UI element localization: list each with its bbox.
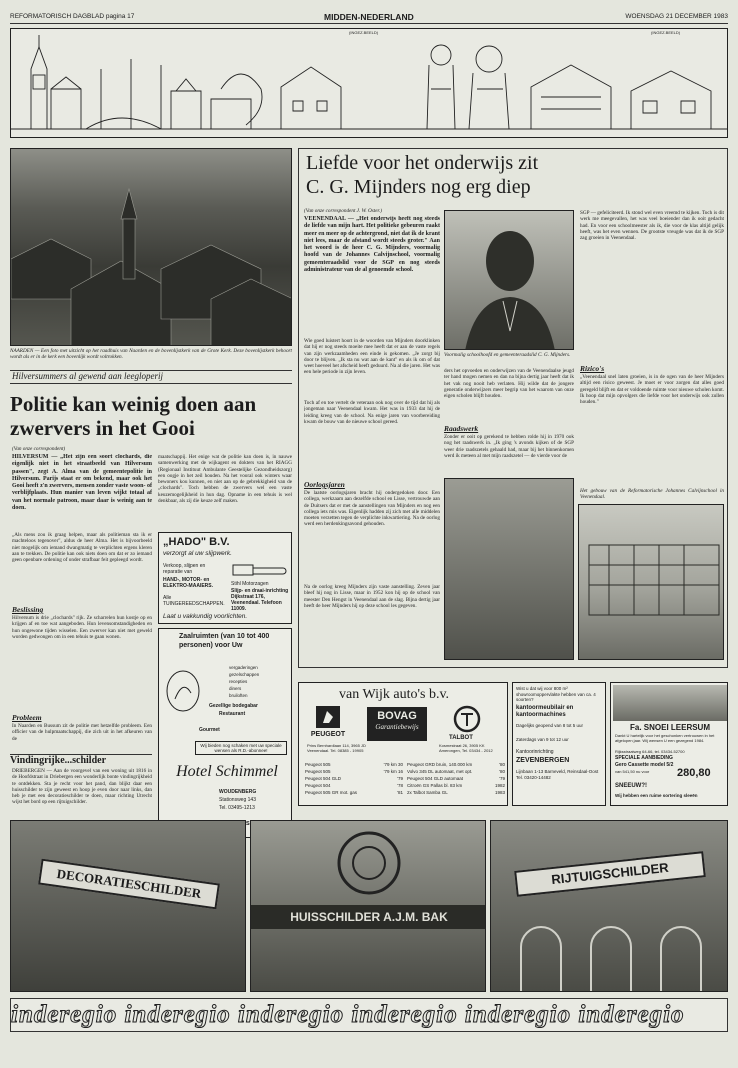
sign-text-middle: HUISSCHILDER A.J.M. BAK xyxy=(290,910,448,924)
portrait-mijnders xyxy=(444,210,574,350)
car-model: Peugeot 504 GLD automaat xyxy=(407,776,464,781)
bovag-box xyxy=(367,707,427,741)
snoei-addr: Rijksstraatweg 64-66, tel. 03434-52700 xyxy=(615,749,685,754)
schimmel-list-3: recepties xyxy=(229,679,248,684)
politie-kicker: Hilversummers al gewend aan leegloperij xyxy=(10,370,292,384)
schimmel-list-4: diners xyxy=(229,686,242,691)
car-row xyxy=(305,775,403,782)
politie-body-2: Hilversum is drie „clochards" rijk. Ze scharrelen hun kostje op en krijgen af en toe wat aangeboden. Hun levensomstandigheden en hun ongewone tijden wisselen. Een zwerver kan niet met geweld worden gedwongen om in een tehuis te gaan wonen. xyxy=(12,615,152,640)
schimmel-addr-2: Stationsweg 143 xyxy=(219,797,256,803)
snoei-desc: Dankt U hartelijk voor het geschonken vertrouwen in het afgelopen jaar. Wij wensen U een gezegend 1984. xyxy=(615,733,715,743)
arched-windows xyxy=(511,917,711,992)
car-model: Citroën GS Pallas bl. 83 km xyxy=(407,783,463,788)
car-row xyxy=(407,768,505,775)
vindingrijke-body: DRIEBERGEN — Aan de voorgevel van een woning uit 1816 in de Hoofdstraat in Driebergen een wonderlijk bonte vindingrijkheid te ontdekken. Sta je recht voor het pand, dan blijkt daar een huisschilder te zijn geweest en hoop je even door naar links, dan heb je met een decoratieschilder te doen, maar richting Utrecht wijst het bord op een rijtuigschilder. xyxy=(12,768,152,806)
chainsaw-icon xyxy=(231,561,287,579)
horse-logo-icon xyxy=(165,669,201,713)
snoei-sneeuw: SNEEUW?! xyxy=(615,783,647,789)
car-model: Volvo 345 DL automaat, met opt. xyxy=(407,769,473,774)
car-row xyxy=(407,789,505,796)
politie-section-beslissing: Beslissing xyxy=(12,605,44,614)
snoei-special: SPECIALE AANBIEDING xyxy=(615,755,673,761)
car-row xyxy=(305,789,403,796)
liefde-byline: (Van onze correspondent J. W. Oster.) xyxy=(304,208,382,214)
car-row xyxy=(407,775,505,782)
schimmel-phone: Tel. 03495-1213 xyxy=(219,805,255,811)
kantoor-sub: Dagelijks geopend van 8 tot 5 uur xyxy=(516,723,584,728)
talbot-logo-icon xyxy=(453,705,481,733)
peugeot-label: PEUGEOT xyxy=(310,731,346,738)
regio-banner-text: inderegio inderegio inderegio inderegio inderegio inderegio xyxy=(11,1001,685,1028)
liefde-col-3a: SGP — gefeliciteerd. Ik stond wel even vreemd te kijken. Toch is dit werk me meegevallen, het was veel boeiender dan ik ooit gedacht had. En voor een schoolmeester als ik, die voor de klas altijd gelijk heeft, was het even wennen. De grootste vreugde was dat ik de SGP zag groeien in Veenendaal. xyxy=(580,210,724,242)
car-row xyxy=(407,761,505,768)
hado-brand: Stihl Motorzagen xyxy=(231,581,269,587)
snoei-footer: Wij hebben een ruime sortering sleeën xyxy=(615,793,698,798)
liefde-section-rizicos: Rizico's xyxy=(580,364,605,373)
ad-kantoorinrichting xyxy=(512,682,606,806)
kantoor-city: ZEVENBERGEN xyxy=(516,757,570,764)
car-row xyxy=(305,782,403,789)
school-caption: Het gebouw van de Reformatorische Johannes Calvijnschool in Veenendaal. xyxy=(580,488,724,501)
car-year: 1982 xyxy=(494,783,505,788)
header-illustration xyxy=(10,28,728,138)
hado-line-1: Verkoop, slijpen en reparatie van xyxy=(163,563,206,575)
hado-title: „HADO" B.V. xyxy=(163,536,230,548)
vanwijk-rows-right xyxy=(407,761,505,796)
liefde-body-3: De laatste oorlogsjaren bracht hij ondergedoken door. Een collega, werkzaam aan dezelfde school en Lisse, vertrouwde aan de Duitsers dat er met de aanstellingen van Mijnders en nog een collega iets mis was. Eigenlijk hadden zij zich met alle middelen moeten verzetten tegen de verplichte inkwartiering. Na de oorlog werd een herdenkingsavond gehouden. xyxy=(304,490,440,528)
snoei-name: Fa. SNOEI LEERSUM xyxy=(629,723,710,732)
politie-lead: HILVERSUM — „Het zijn een soort clochards, die eigenlijk niet in het straatbeeld van Hilversum passen", zegt A. Alma van de gemeentepolitie in Hilversum. Parijs staat er om bekend, maar ook het Gooi heeft z'n zwervers, mensen zonder vaste woon- of verblijfplaats. Hun manier van leven wijkt totaal af van het normale patroon, maar daar is weinig aan te doen. xyxy=(12,454,152,512)
hado-line-3: Alle TUINGEREEDSCHAPPEN. xyxy=(163,595,225,607)
ad-van-wijk xyxy=(298,682,508,806)
hado-line-2: HAND-, MOTOR- en ELEKTRO-MAAIERS. xyxy=(163,577,213,589)
vanwijk-rows-left xyxy=(305,761,403,796)
kantoor-intro: Wist u dat wij voor 800 m² showroomoppervlakte hebben van ca. 4 soorten? xyxy=(516,686,596,702)
car-row xyxy=(407,782,505,789)
bovag-label: BOVAG xyxy=(377,710,417,722)
ad-hotel-schimmel xyxy=(158,628,292,838)
sign-emblem xyxy=(333,827,405,899)
photo-rijtuigschilder xyxy=(490,820,728,992)
ad-snoei-leersum xyxy=(610,682,728,806)
liefde-headline-2: C. G. Mijnders nog erg diep xyxy=(306,176,531,198)
portrait-silhouette xyxy=(445,211,574,350)
car-year: '81 xyxy=(397,790,403,795)
politie-byline: (Van onze correspondent) xyxy=(12,446,66,452)
sign-rijtuigschilder xyxy=(514,851,706,897)
kantoor-name: Kantoorinrichting xyxy=(516,749,554,755)
schimmel-addr-1: WOUDENBERG xyxy=(219,789,257,795)
masthead-date: WOENSDAG 21 DECEMBER 1983 xyxy=(625,13,728,20)
liefde-body-2: Toch af en toe vertelt de veteraan ook nog over de tijd dat hij als jongeman naar Veenendaal kwam. Het was in 1933 dat hij de leiding kreeg van de school. Na enige jaren van voorbereiding kwam de bouw van de nieuwe school gereed. xyxy=(304,400,440,425)
car-model: Peugeot GRD bruin, 140.000 km xyxy=(407,762,473,767)
car-model: 2x Talbot Samba GL xyxy=(407,790,448,795)
schimmel-list-2: gezelschappen xyxy=(229,672,260,677)
car-row xyxy=(305,768,403,775)
hado-tagline: verzorgt al uw slijpwerk. xyxy=(163,550,232,557)
car-year: '78 xyxy=(397,783,403,788)
car-year: '79 km 16 xyxy=(383,769,403,774)
car-model: Peugeot 505 xyxy=(305,762,331,767)
schimmel-restaurant: Restaurant xyxy=(219,711,246,717)
schimmel-top: Zaalruimten (van 10 tot 400 personen) voor Uw xyxy=(179,633,270,649)
kantoor-sat: Zaterdags van 9 tot 12 uur xyxy=(516,737,569,742)
school-photo xyxy=(444,478,574,660)
sign-text-right: RIJTUIGSCHILDER xyxy=(550,859,670,888)
schimmel-bodega: Gezellige bodegabar xyxy=(209,703,258,709)
portrait-caption: Voormalig schoolhoofd en gemeenteraadslid C. G. Mijnders. xyxy=(444,352,571,358)
illustration-credit: (INGEZ.BEELD) xyxy=(349,30,379,35)
car-year: '79 km 30 xyxy=(383,762,403,767)
town-sketch xyxy=(11,29,728,138)
snoei-shop-photo xyxy=(613,685,727,721)
hado-address: Slijp- en draai-inrichting Dijkstraat 176, Veenendaal. Telefoon 11009. xyxy=(231,588,289,612)
hado-footer: Laat u vakkundig voorlichten. xyxy=(163,613,248,620)
liefde-section-raadswerk: Raadswerk xyxy=(444,424,479,433)
liefde-lead: VEENENDAAL — „Het onderwijs heeft nog steeds de liefde van mijn hart. Het politieke gebeuren raakt meer en meer op de achtergrond, niet dat ik de krant niet lees, maar de afstand wordt steeds groter." Aan het woord is de heer C. G. Mijnders, voormalig hoofd van de Johannes Calvijnschool, voormalig gemeenteraadslid voor de SGP en nog steeds administrateur van de al genoemde school. xyxy=(304,216,440,274)
kantoor-head: kantoormeubilair en kantoormachines xyxy=(516,705,574,718)
car-year: '80 xyxy=(499,762,505,767)
schimmel-list-1: vergaderingen xyxy=(229,665,258,670)
masthead xyxy=(10,12,728,24)
masthead-left: REFORMATORISCH DAGBLAD pagina 17 xyxy=(10,13,135,20)
snoei-detail: van 541,50 nu voor xyxy=(615,769,650,774)
vanwijk-addr-left: Prins Bernhardlaan 114, 3965 JD Veenendaal. Tel. 08385 - 19905 xyxy=(307,743,366,753)
liefde-body-6: Zonder er ooit op gerekend te hebben rolde hij in 1970 ook nog het raadswerk in. „Ik ging 's avonds kijken of de SGP weer drie raadszetels gehaald had, maar bij het binnenkomen werd ik meteen al met mijn raadszetel — de vierde voor de xyxy=(444,434,574,459)
car-row xyxy=(305,761,403,768)
peugeot-lion-icon xyxy=(315,705,341,729)
sign-text-left: DECORATIESCHILDER xyxy=(55,865,203,902)
snoei-product: Gero Cassette model 5/2 xyxy=(615,762,674,768)
car-year: '79 xyxy=(397,776,403,781)
politie-body-3: In Naarden en Bussum zit de politie met hetzelfde probleem. Een officier van de hulpmaatschappij, die zich uit in het afkeuren van de xyxy=(12,723,152,742)
sign-huisschilder xyxy=(251,905,486,929)
vanwijk-title: van Wijk auto's b.v. xyxy=(339,687,450,702)
ad-hado xyxy=(158,532,292,624)
snoei-price: 280,80 xyxy=(677,767,711,779)
politie-section-probleem: Probleem xyxy=(12,713,42,722)
schimmel-list-5: bruiloften xyxy=(229,693,248,698)
car-model: Peugeot 505 xyxy=(305,769,331,774)
sign-decoratieschilder xyxy=(38,859,220,910)
liefde-col-3b: „Veenendaal snel laten groeien, is in de ogen van de heer Mijnders altijd een risico geweest. Je moet er voor zorgen dat alles goed geregeld blijft en dat er voldoende ruimte voor nieuwe scholen komt. Ik hoop dat mijn opvolgers die liefde voor het onderwijs ook zullen houden." xyxy=(580,374,724,406)
section-title: MIDDEN-NEDERLAND xyxy=(324,12,414,22)
car-year: '79 xyxy=(499,776,505,781)
car-model: Peugeot 505 GR mot. gas xyxy=(305,790,358,795)
politie-col-2: maatschappij. Het enige wat de politie kan doen is, in nauwe samenwerking met de wijkagent en dokters van het RIAGG (Regionaal Instituut Ambulante Geestelijke Gezondheidszorg) een oogje in het zeil houden. Na het vooral ook winters waar bewoners kou kunnen, en niet aan op de gebrekkigheid van de „clochards". Toch hebben de zwervers wel een vaste keuzemogelijkheid in hun dag. Opname in een tehuis is wel denkbaar, als zij die keuze zelf maken. xyxy=(158,454,292,505)
vanwijk-addr-right: Kosmestraat 26, 3905 KK Amerongen, Tel. 03434 - 2012 xyxy=(439,743,493,753)
car-model: Peugeot 504 xyxy=(305,783,331,788)
politie-headline: Politie kan weinig doen aan zwervers in het Gooi xyxy=(10,392,257,440)
vindingrijke-headline: Vindingrijke...schilder xyxy=(10,754,152,766)
kantoor-addr: Lijnbaan 1-13 Barneveld, Reinsdaal-Oost Tel. 03420-14482 xyxy=(516,769,599,780)
schimmel-name: Hotel Schimmel xyxy=(176,763,278,780)
aerial-rooftops xyxy=(11,149,292,346)
schimmel-gourmet: Gourmet xyxy=(199,727,220,733)
car-year: 1983 xyxy=(494,790,505,795)
school-photo-building xyxy=(578,504,724,660)
liefde-body-1: Wie goed luistert hoort in de woorden van Mijnders doorklinken dat hij er nog steeds moeite mee heeft dat er aan de vaste regels van zijn werkzaamheden een einde is gekomen. „Je zorgt bij door te blijven. „Ik sta nu wat aan de kant" en als ik om of dat weet hoeveel het afscheid heeft geduurd. Na al die jaren. Het was een hele periode in zijn leven. xyxy=(304,338,440,376)
car-year: '80 xyxy=(499,769,505,774)
bovag-sub: Garantiebewijs xyxy=(375,723,419,731)
school-building xyxy=(579,505,724,660)
regio-banner xyxy=(10,998,728,1032)
politie-body-1: „Als mens zou ik graag helpen, maar als politieman sta ik er machteloos tegenover", aldus de heer Alma. Het is bijvoorbeeld niet mogelijk om iemand dwangmatig te verplichten ergens kleren aan te trekken. De politie kan ook niets doen om dat er zo iemand geen openbare ordening of onder strafbaar feit gepleegd wordt. xyxy=(12,532,152,564)
liefde-headline-1: Liefde voor het onderwijs zit xyxy=(306,152,539,174)
liefde-section-oorlogsjaren: Oorlogsjaren xyxy=(304,480,345,489)
illustration-credit-2: (INGEZ.BEELD) xyxy=(651,30,681,35)
aerial-photo-naarden xyxy=(10,148,292,346)
schimmel-special: Wij bieden nog schaken met uw speciale wensen als R.D.-abonnee! xyxy=(195,741,287,755)
photo-huisschilder xyxy=(250,820,486,992)
liefde-body-4: Na de oorlog kreeg Mijnders zijn vaste aanstelling. Zeven jaar bleef hij nog in Lisse, maar in 1952 kon hij op de school van meester Den Hengst in Veenendaal aan de slag. Bijna dertig jaar heeft de heer Mijnders hij op deze school les gegeven. xyxy=(304,584,440,609)
liefde-body-5: ders het opvoeden en onderwijzen van de Veenendaalse jeugd ter hand mogen nemen en dan na bijna dertig jaar heeft dat ik het vak nog nooit heb verlaten. Hij wilde dat de jongere generatie onderwijzers meer begrip van het waarom van onze eigen scholen blijft houden. xyxy=(444,368,574,400)
aerial-caption: NAARDEN — Een foto met uitzicht op het raadhuis van Naarden en de bovenlijstkerk van de Grote Kerk. Deze bovenlijstkerk behoort wordt als er in de kerk een bovenlijk wordt voltrokken. xyxy=(10,348,292,361)
talbot-label: TALBOT xyxy=(449,735,473,741)
photo-decoratieschilder xyxy=(10,820,246,992)
car-model: Peugeot 504 GLD xyxy=(305,776,342,781)
